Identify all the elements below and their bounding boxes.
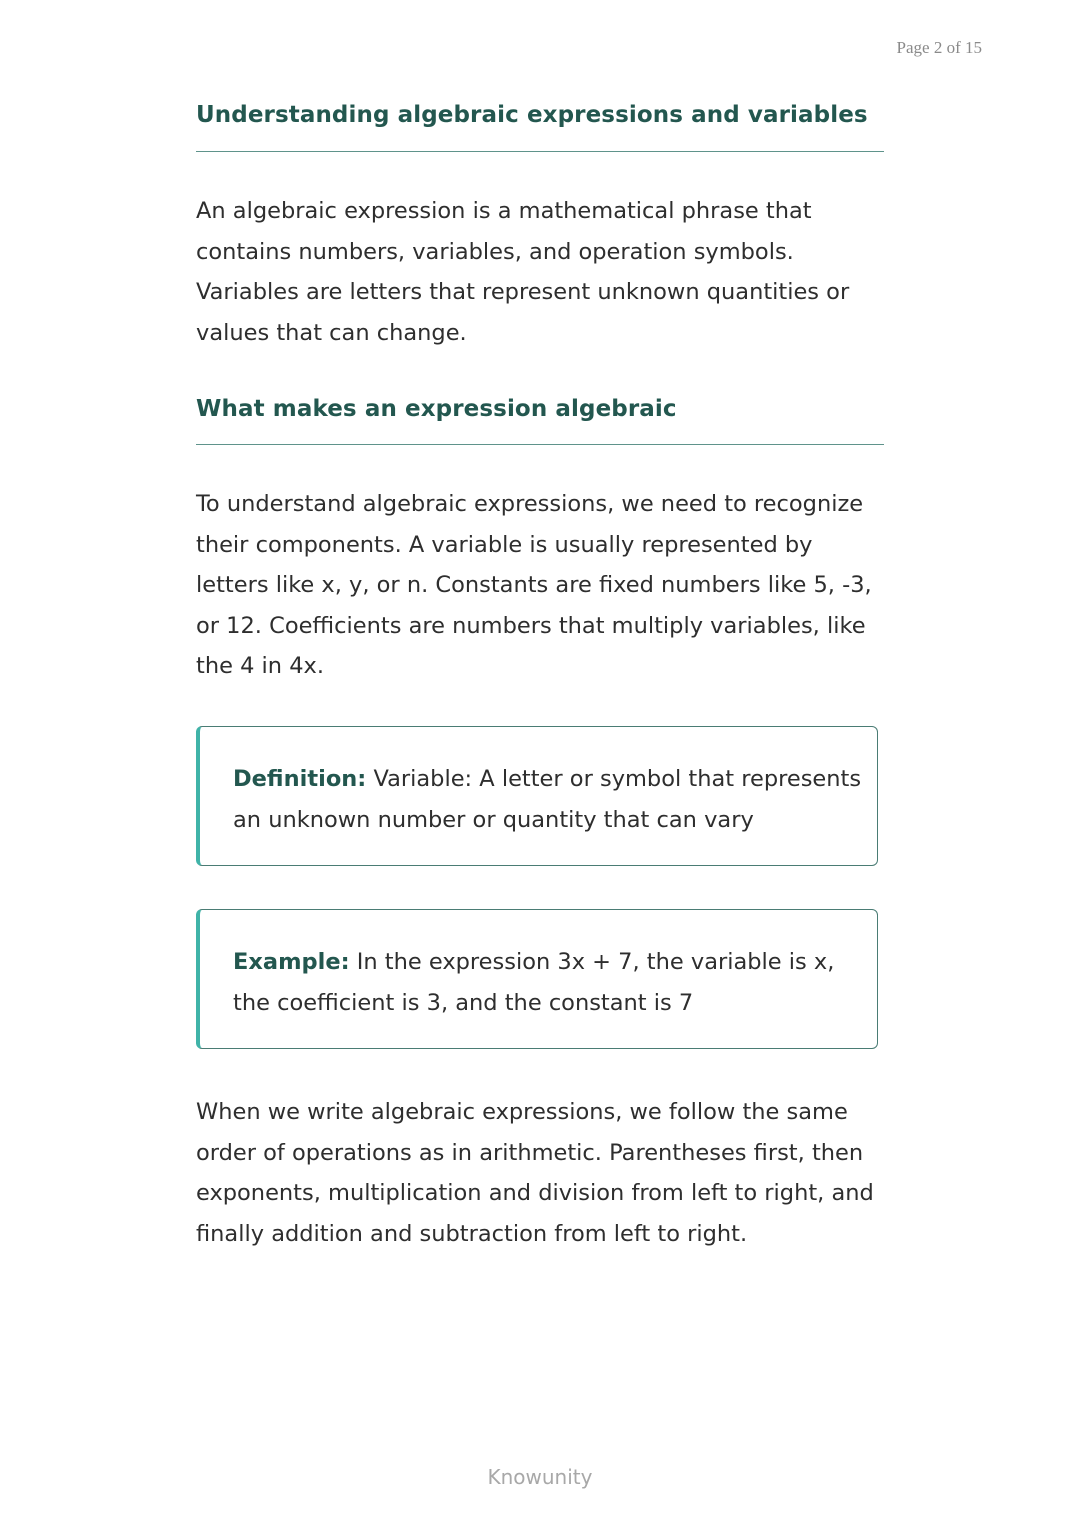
example-callout bbox=[196, 909, 878, 1049]
example-text bbox=[233, 942, 863, 1023]
document-body bbox=[196, 0, 884, 1527]
section-heading-1: Understanding algebraic expressions and variables bbox=[196, 102, 868, 128]
definition-label: Definition: bbox=[233, 766, 367, 792]
closing-paragraph: When we write algebraic expressions, we follow the same order of operations as in arithmetic. Parentheses first, then exponents, multiplication and division from left to right, and finally addition and subtraction from left to right. bbox=[196, 1099, 874, 1247]
definition-body: Variable: A letter or symbol that represents an unknown number or quantity that can vary bbox=[233, 766, 862, 833]
definition-text bbox=[233, 759, 863, 840]
example-label: Example: bbox=[233, 949, 350, 975]
page-number: Page 2 of 15 bbox=[896, 38, 982, 57]
section-paragraph-2: To understand algebraic expressions, we need to recognize their components. A variable is usually represented by letters like x, y, or n. Constants are fixed numbers like 5, -3, or 12. Coefficients are numbers that multiply variables, like the 4 in 4x. bbox=[196, 491, 872, 679]
heading-divider-2 bbox=[196, 444, 884, 445]
heading-divider-1 bbox=[196, 151, 884, 152]
footer-brand: Knowunity bbox=[487, 1465, 593, 1489]
section-heading-2: What makes an expression algebraic bbox=[196, 396, 677, 422]
section-paragraph-1: An algebraic expression is a mathematical phrase that contains numbers, variables, and operation symbols. Variables are letters that represent unknown quantities or values that can change. bbox=[196, 198, 850, 346]
definition-callout bbox=[196, 726, 878, 866]
example-body: In the expression 3x + 7, the variable is x, the coefficient is 3, and the constant is 7 bbox=[233, 949, 835, 1016]
